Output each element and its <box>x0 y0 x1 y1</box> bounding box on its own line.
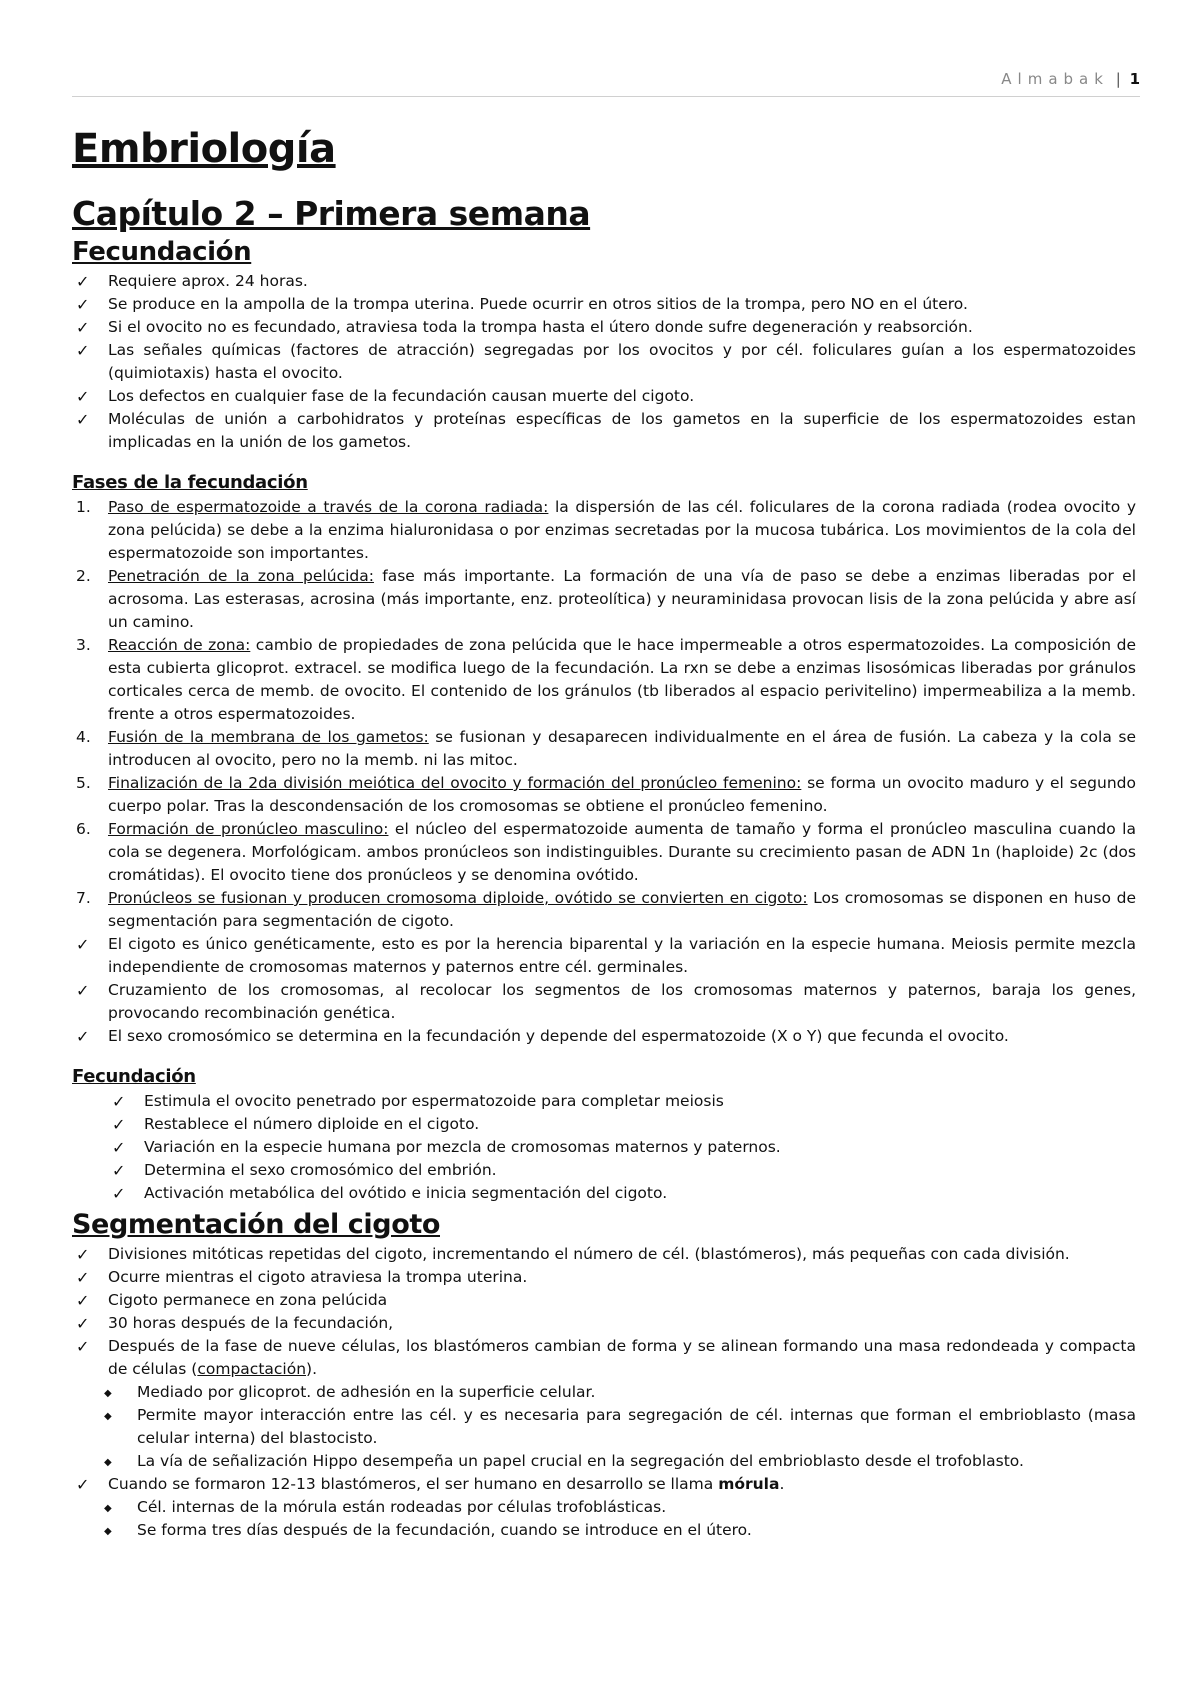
check-icon: ✓ <box>76 1245 90 1264</box>
list-item: ✓ Cigoto permanece en zona pelúcida <box>76 1291 388 1310</box>
check-icon: ✓ <box>112 1184 126 1203</box>
diamond-bullet-icon: ◆ <box>104 1503 112 1514</box>
list-item: ✓ Restablece el número diploide en el cigoto. <box>112 1115 480 1134</box>
sub-list-item: ◆ Permite mayor interacción entre las cél. y es necesaria para segregación de cél. internas que forman el embrioblasto (masa celular interna) del blastocisto. <box>104 1406 1136 1447</box>
fases-list <box>72 496 1136 933</box>
list-item: ✓ Activación metabólica del ovótido e inicia segmentación del cigoto. <box>112 1184 668 1203</box>
check-icon: ✓ <box>76 1291 90 1310</box>
section-heading-segmentacion: Segmentación del cigoto <box>72 1209 440 1240</box>
document-body <box>72 112 1136 1542</box>
numbered-item: 5. Finalización de la 2da división meiótica del ovocito y formación del pronúcleo femenino: se forma un ovocito maduro y el segundo cuerpo polar. Tras la descondensación de los cromosomas se obtiene el pronúcleo femenino. <box>76 774 1136 815</box>
check-icon: ✓ <box>76 1268 90 1287</box>
fecundacion-list <box>72 270 1136 454</box>
diamond-bullet-icon: ◆ <box>104 1526 112 1537</box>
numbered-item: 7. Pronúcleos se fusionan y producen cromosoma diploide, ovótido se convierten en cigoto: Los cromosomas se disponen en huso de segmentación para segmentación de cigoto. <box>76 889 1136 930</box>
fases-notes-list <box>72 933 1136 1048</box>
check-icon: ✓ <box>76 935 90 954</box>
list-item: ✓ Ocurre mientras el cigoto atraviesa la trompa uterina. <box>76 1268 528 1287</box>
numbered-item: 6. Formación de pronúcleo masculino: el núcleo del espermatozoide aumenta de tamaño y forma el pronúcleo masculina cuando la cola se degenera. Morfológicam. ambos pronúcleos son indistinguibles. Durante su crecimiento pasan de ADN 1n (haploide) 2c (dos cromátidas). El ovocito tiene dos pronúcleos y se denomina ovótido. <box>76 820 1136 884</box>
check-icon: ✓ <box>76 1314 90 1333</box>
check-icon: ✓ <box>112 1092 126 1111</box>
diamond-bullet-icon: ◆ <box>104 1457 112 1468</box>
list-item: ✓ Se produce en la ampolla de la trompa uterina. Puede ocurrir en otros sitios de la trompa, pero NO en el útero. <box>76 295 968 314</box>
check-icon: ✓ <box>76 272 90 291</box>
list-item: ✓ Las señales químicas (factores de atracción) segregadas por los ovocitos y por cél. foliculares guían a los espermatozoides (quimiotaxis) hasta el ovocito. <box>76 341 1136 382</box>
header-rule <box>72 96 1140 97</box>
page-header <box>72 70 1140 88</box>
list-item: ✓ Después de la fase de nueve células, los blastómeros cambian de forma y se alinean formando una masa redondeada y compacta de células (compactación). <box>76 1337 1136 1378</box>
check-icon: ✓ <box>76 1475 90 1494</box>
sub-list-item: ◆ Se forma tres días después de la fecundación, cuando se introduce en el útero. <box>72 1519 1136 1542</box>
subsection-heading-fecundacion-functions: Fecundación <box>72 1066 196 1087</box>
list-item: ✓ El cigoto es único genéticamente, esto es por la herencia biparental y la variación en la especie humana. Meiosis permite mezcla independiente de cromosomas maternos y paternos entre cél. germinales. <box>76 935 1136 976</box>
morula-list <box>72 1473 1136 1496</box>
sub-list-item: ◆ La vía de señalización Hippo desempeña un papel crucial en la segregación del embrioblasto desde el trofoblasto. <box>72 1450 1136 1473</box>
numbered-item: 3. Reacción de zona: cambio de propiedades de zona pelúcida que le hace impermeable a otros espermatozoides. La composición de esta cubierta glicoprot. extracel. se modifica luego de la fecundación. La rxn se debe a enzimas lisosómicas liberadas por gránulos corticales cerca de memb. de ovocito. El contenido de los gránulos (tb liberados al espacio perivitelino) impermeabiliza a la memb. frente a otros espermatozoides. <box>76 636 1136 723</box>
list-item: ✓ Moléculas de unión a carbohidratos y proteínas específicas de los gametos en la superficie de los espermatozoides estan implicadas en la unión de los gametos. <box>76 410 1136 451</box>
diamond-bullet-icon: ◆ <box>104 1388 112 1399</box>
list-item: ✓ Divisiones mitóticas repetidas del cigoto, incrementando el número de cél. (blastómeros), más pequeñas con cada división. <box>76 1245 1070 1264</box>
header-brand: Almabak <box>1001 70 1109 88</box>
sub-list-item: ◆ Mediado por glicoprot. de adhesión en la superficie celular. <box>72 1381 1136 1404</box>
document-title: Embriología <box>72 126 336 172</box>
check-icon: ✓ <box>76 295 90 314</box>
numbered-item: 1. Paso de espermatozoide a través de la corona radiada: la dispersión de las cél. foliculares de la corona radiada (rodea ovocito y zona pelúcida) se debe a la enzima hialuronidasa o por enzimas secretadas por la mucosa tubárica. Los movimientos de la cola del espermatozoide son importantes. <box>76 498 1136 562</box>
check-icon: ✓ <box>112 1115 126 1134</box>
subsection-heading-fases: Fases de la fecundación <box>72 472 308 493</box>
check-icon: ✓ <box>76 318 90 337</box>
header-separator: | <box>1115 70 1121 88</box>
check-icon: ✓ <box>112 1161 126 1180</box>
check-icon: ✓ <box>76 410 90 429</box>
compactacion-sublist <box>72 1381 1136 1473</box>
list-item: ✓ El sexo cromosómico se determina en la fecundación y depende del espermatozoide (X o Y) que fecunda el ovocito. <box>76 1027 1009 1046</box>
page-number: 1 <box>1129 70 1140 88</box>
numbered-item: 4. Fusión de la membrana de los gametos: se fusionan y desaparecen individualmente en el área de fusión. La cabeza y la cola se introducen al ovocito, pero no la memb. ni las mitoc. <box>76 728 1136 769</box>
segmentacion-list <box>72 1243 1136 1381</box>
section-heading-fecundacion: Fecundación <box>72 237 252 267</box>
check-icon: ✓ <box>76 1337 90 1356</box>
list-item: ✓ Si el ovocito no es fecundado, atraviesa toda la trompa hasta el útero donde sufre degeneración y reabsorción. <box>76 318 973 337</box>
check-icon: ✓ <box>76 387 90 406</box>
list-item: ✓ Variación en la especie humana por mezcla de cromosomas maternos y paternos. <box>112 1138 781 1157</box>
list-item: ✓ Los defectos en cualquier fase de la fecundación causan muerte del cigoto. <box>76 387 695 406</box>
list-item: ✓ Cruzamiento de los cromosomas, al recolocar los segmentos de los cromosomas maternos y paternos, baraja los genes, provocando recombinación genética. <box>76 981 1136 1022</box>
numbered-item: 2. Penetración de la zona pelúcida: fase más importante. La formación de una vía de paso se debe a enzimas liberadas por el acrosoma. Las esterasas, acrosina (más importante, enz. proteolítica) y neuraminidasa provocan lisis de la zona pelúcida y abre así un camino. <box>76 567 1136 631</box>
fecundacion-functions-list <box>72 1090 1136 1205</box>
check-icon: ✓ <box>76 341 90 360</box>
chapter-heading: Capítulo 2 – Primera semana <box>72 194 591 233</box>
list-item: ✓ Estimula el ovocito penetrado por espermatozoide para completar meiosis <box>112 1092 724 1111</box>
diamond-bullet-icon: ◆ <box>104 1411 112 1422</box>
list-item: ✓ Requiere aprox. 24 horas. <box>76 272 308 291</box>
list-item: ✓ 30 horas después de la fecundación, <box>76 1314 394 1333</box>
check-icon: ✓ <box>76 981 90 1000</box>
morula-sublist <box>72 1496 1136 1542</box>
list-item: ✓ Cuando se formaron 12-13 blastómeros, el ser humano en desarrollo se llama mórula. <box>76 1475 785 1494</box>
list-item: ✓ Determina el sexo cromosómico del embrión. <box>112 1161 497 1180</box>
check-icon: ✓ <box>112 1138 126 1157</box>
check-icon: ✓ <box>76 1027 90 1046</box>
sub-list-item: ◆ Cél. internas de la mórula están rodeadas por células trofoblásticas. <box>72 1496 1136 1519</box>
